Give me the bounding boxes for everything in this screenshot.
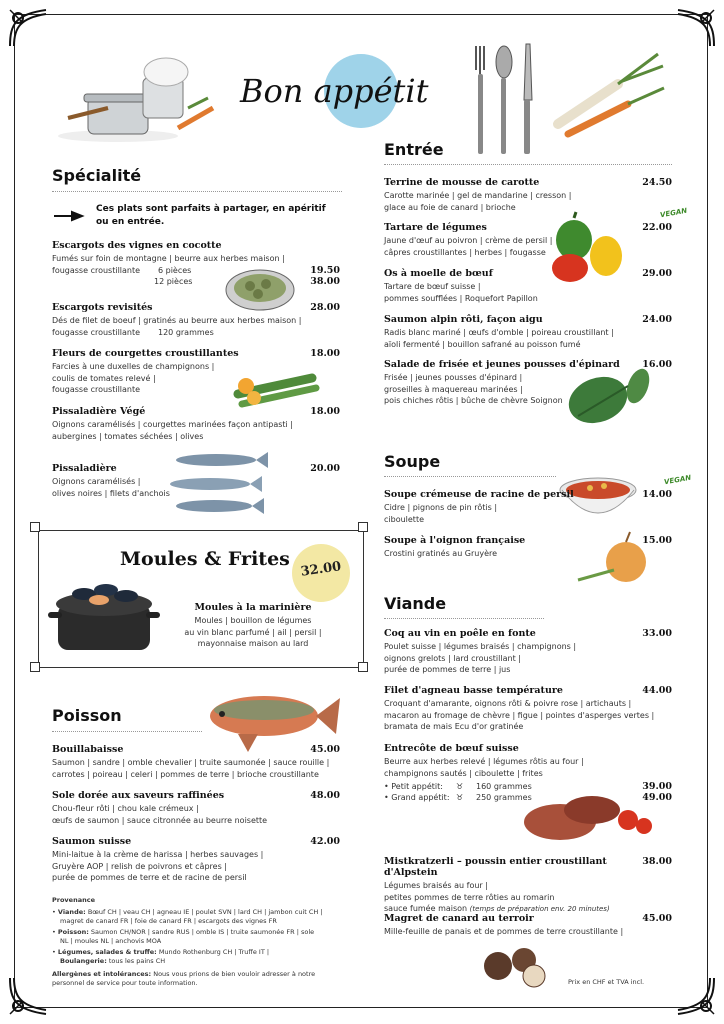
dish-price: 48.00	[310, 790, 340, 801]
dish-saumon-alpin	[384, 314, 644, 350]
dish-name: Soupe crémeuse de racine de persil	[384, 489, 574, 500]
pointing-hand-icon	[52, 207, 86, 219]
dish-saumon-suisse	[52, 836, 322, 884]
option-label: 12 pièces	[154, 277, 193, 286]
dish-name: Coq au vin en poêle en fonte	[384, 628, 536, 639]
dish-name: Tartare de légumes	[384, 222, 487, 233]
dish-price: 38.00	[310, 276, 340, 287]
dish-name: Fleurs de courgettes croustillantes	[52, 348, 239, 359]
dish-desc-line: Oignons caramélisés | courgettes marinées façon antipasti |	[52, 420, 293, 429]
dish-name: Moules à la marinière	[194, 602, 312, 613]
truffles-illustration	[478, 938, 554, 990]
dish-desc-line: carrotes | poireau | celeri | pommes de terre | brioche croustillante	[52, 769, 319, 779]
dish-desc-line: Gruyère AOP | relish de poivrons et câpres |	[52, 861, 227, 871]
section-title-specialite: Spécialité	[52, 166, 142, 185]
provenance-text: Saumon CH/NOR | sandre RUS | omble IS | truite saumonée FR | sole NL | moules NL | anchovis MOA	[60, 928, 315, 945]
dish-desc-line: pommes soufflées | Roquefort Papillon	[384, 293, 538, 303]
dish-bouillabaisse	[52, 744, 342, 780]
dish-price: 49.00	[642, 792, 672, 803]
option-label: • Petit appétit:	[384, 782, 443, 791]
dish-desc-line: Poulet suisse | légumes braisés | champignons |	[384, 642, 577, 651]
dish-name: Pissaladière Végé	[52, 406, 146, 417]
dish-desc-line: purée de pommes de terre | jus	[384, 665, 511, 674]
dish-name: Os à moelle de bœuf	[384, 268, 493, 279]
cow-icon: ♉	[456, 782, 464, 791]
dish-name: Saumon alpin rôti, façon aigu	[384, 314, 543, 325]
moules-price: 32.00	[299, 559, 343, 580]
dish-name: Terrine de mousse de carotte	[384, 177, 540, 188]
footer-price-note: Prix en CHF et TVA incl.	[568, 978, 645, 986]
dish-desc-line: coulis de tomates relevé |	[52, 373, 156, 383]
dish-desc-line: Jaune d'œuf au poivron | crème de persil |	[384, 236, 553, 245]
provenance-text: Bœuf CH | veau CH | agneau IE | poulet SVN | lard CH | jambon cuit CH | magret de canard FR | foie de canard FR | escargots des vignes FR	[60, 908, 323, 925]
dish-desc-line: aïoli fermenté | bouillon safrané au poisson fumé	[384, 339, 581, 349]
dish-desc-line: Mini-laitue à la crème de harissa | herbes sauvages |	[52, 850, 264, 859]
box-corner-decoration	[30, 662, 40, 672]
corner-ornament-top-left	[6, 6, 50, 50]
dish-soupe-oignon	[384, 535, 584, 560]
provenance-label: Viande:	[57, 908, 86, 916]
dish-desc-line: Farcies à une duxelles de champignons |	[52, 362, 215, 371]
mussels-pot-illustration	[44, 570, 164, 660]
dish-desc-line: Fumés sur foin de montagne | beurre aux herbes maison |	[52, 254, 285, 263]
provenance-title: Provenance	[52, 896, 95, 904]
dish-tartare-legumes	[384, 222, 564, 258]
dish-name: Sole dorée aux saveurs raffinées	[52, 790, 225, 801]
box-corner-decoration	[358, 522, 368, 532]
dish-desc-line: Carotte marinée | gel de mandarine | cresson |	[384, 191, 572, 200]
onion-illustration	[574, 530, 652, 588]
dish-price: 45.00	[642, 913, 672, 924]
provenance-item	[52, 957, 324, 966]
dish-name: Saumon suisse	[52, 836, 132, 847]
dish-desc-line: mayonnaise maison au lard	[197, 639, 309, 648]
corner-ornament-bottom-left	[6, 974, 50, 1018]
dish-desc-line: oignons grelots | lard croustillant |	[384, 653, 521, 663]
provenance-item: • Légumes, salades & truffe: Mundo Rothenburg CH | Truffe IT |	[52, 948, 270, 956]
dish-name: Escargots des vignes en cocotte	[52, 240, 222, 251]
dish-price: 24.00	[642, 314, 672, 325]
dish-price: 18.00	[310, 348, 340, 359]
dish-desc-line: Beurre aux herbes relevé | légumes rôtis au four |	[384, 757, 584, 766]
provenance-item: • Poisson: Saumon CH/NOR | sandre RUS | omble IS | truite saumonée FR | sole NL | moules NL | anchovis MOA	[52, 928, 315, 945]
kitchen-utensils-illustration	[48, 48, 218, 148]
dish-price: 14.00	[642, 489, 672, 500]
dish-price: 20.00	[310, 463, 340, 474]
section-title-soupe: Soupe	[384, 452, 441, 471]
section-divider	[52, 191, 342, 192]
root-vegetables-illustration	[548, 44, 668, 144]
dish-terrine-carotte	[384, 177, 644, 213]
dish-name: Escargots revisités	[52, 302, 153, 313]
dish-desc-line: Moules | bouillon de légumes	[194, 616, 312, 625]
dish-price: 16.00	[642, 359, 672, 370]
dish-desc-line: Crostini gratinés au Gruyère	[384, 549, 498, 558]
sardines-illustration	[166, 446, 270, 520]
dish-price: 22.00	[642, 222, 672, 233]
cow-icon: ♉	[456, 793, 464, 802]
page-title: Bon appétit	[240, 72, 429, 110]
option-label: 6 pièces	[158, 265, 192, 275]
dish-price: 38.00	[642, 856, 672, 867]
box-corner-decoration	[358, 662, 368, 672]
dish-filet-agneau	[384, 685, 660, 733]
dish-sole-doree	[52, 790, 322, 826]
allergy-note	[52, 970, 324, 988]
cutlery-illustration	[470, 40, 540, 158]
dish-desc-line: fougasse croustillante	[52, 265, 141, 275]
dish-desc-line: glace au foie de canard | brioche	[384, 202, 516, 212]
option-grams: 160 grammes	[476, 782, 532, 791]
dish-desc-line: bramata de mais Ecu d'or gratinée	[384, 722, 524, 731]
dish-name: Bouillabaisse	[52, 744, 124, 755]
provenance-text: Mundo Rothenburg CH | Truffe IT |	[158, 948, 270, 956]
dish-price: 39.00	[642, 781, 672, 792]
dish-mistkratzerli	[384, 856, 654, 916]
allergy-label: Allergènes et intolérances:	[52, 970, 152, 978]
allergy-text: Nous vous prions de bien vouloir adresser à notre personnel de service pour toute information.	[52, 970, 316, 987]
dish-entrecote	[384, 743, 624, 779]
section-title-entree: Entrée	[384, 140, 444, 159]
dish-price: 18.00	[310, 406, 340, 417]
dish-desc-line: Frisée | jeunes pousses d'épinard |	[384, 373, 523, 382]
dish-coq-au-vin	[384, 628, 624, 676]
corner-ornament-bottom-right	[674, 974, 718, 1018]
dish-name: Mistkratzerli – poussin entier croustillant d'Alpstein	[384, 856, 607, 878]
dish-desc-line: sauce fumée maison	[384, 904, 468, 913]
dish-prep-note: (temps de préparation env. 20 minutes)	[469, 905, 610, 913]
dish-price: 29.00	[642, 268, 672, 279]
dish-desc-line: Légumes braisés au four |	[384, 881, 488, 890]
dish-price: 15.00	[642, 535, 672, 546]
dish-os-moelle	[384, 268, 584, 304]
specialite-note: Ces plats sont parfaits à partager, en apéritif ou en entrée.	[96, 204, 326, 227]
dish-desc-line: Oignons caramélisés |	[52, 477, 141, 486]
steak-illustration	[520, 786, 660, 844]
provenance-label: Légumes, salades & truffe:	[57, 948, 157, 956]
option-label: • Grand appétit:	[384, 793, 450, 802]
dish-magret-canard	[384, 913, 644, 938]
section-title-poisson: Poisson	[52, 706, 122, 725]
dish-desc-line: Saumon | sandre | omble chevalier | truite saumonée | sauce rouille |	[52, 758, 330, 767]
dish-pissaladiere-vege	[52, 406, 312, 442]
spinach-leaves-illustration	[558, 366, 658, 430]
vegan-badge: VEGAN	[663, 473, 692, 487]
provenance-label: Poisson:	[57, 928, 89, 936]
dish-desc-line: fougasse croustillante	[52, 327, 141, 337]
provenance-text: tous les pains CH	[108, 957, 166, 965]
dish-extra: 120 grammes	[158, 327, 214, 337]
zucchini-flower-illustration	[232, 364, 324, 408]
moules-dish	[178, 602, 328, 650]
section-title-viande: Viande	[384, 594, 447, 613]
dish-price: 42.00	[310, 836, 340, 847]
dish-desc-line: Dés de filet de boeuf | gratinés au beurre aux herbes maison |	[52, 316, 302, 325]
dish-desc-line: ciboulette	[384, 514, 425, 524]
dish-desc-line: au vin blanc parfumé | ail | persil |	[184, 627, 322, 637]
dish-price: 44.00	[642, 685, 672, 696]
provenance-item: • Viande: Bœuf CH | veau CH | agneau IE | poulet SVN | lard CH | jambon cuit CH | magret de canard FR | foie de canard FR | escargots des vignes FR	[52, 908, 323, 925]
dish-desc-line: œufs de saumon | sauce citronnée au beurre noisette	[52, 815, 268, 825]
dish-name: Entrecôte de bœuf suisse	[384, 743, 519, 754]
vegan-badge: VEGAN	[659, 206, 688, 220]
dish-price: 24.50	[642, 177, 672, 188]
dish-name: Pissaladière	[52, 463, 117, 474]
section-divider	[384, 476, 556, 477]
dish-desc-line: Croquant d'amarante, oignons rôti & poivre rose | artichauts |	[384, 699, 632, 708]
moules-title: Moules & Frites	[120, 548, 290, 570]
dish-desc-line: fougasse croustillante	[52, 385, 141, 394]
dish-escargots-revisites	[52, 302, 312, 338]
section-divider	[52, 731, 202, 732]
dish-desc-line: Mille-feuille de panais et de pommes de terre croustillante |	[384, 927, 624, 936]
dish-desc-line: olives noires | filets d'anchois	[52, 488, 170, 498]
dish-name: Filet d'agneau basse température	[384, 685, 563, 696]
provenance-section	[52, 896, 324, 988]
dish-soupe-persil	[384, 489, 584, 525]
dish-desc-line: Cidre | pignons de pin rôtis |	[384, 503, 498, 512]
section-divider	[384, 618, 544, 619]
dish-price: 19.50	[310, 265, 340, 276]
dish-desc-line: câpres croustillantes | herbes | fougasse	[384, 247, 546, 257]
dish-desc-line: Radis blanc mariné | œufs d'omble | poireau croustillant |	[384, 328, 614, 337]
dish-name: Soupe à l'oignon française	[384, 535, 526, 546]
dish-name: Magret de canard au terroir	[384, 913, 534, 924]
dish-pissaladiere	[52, 463, 182, 499]
dish-price: 28.00	[310, 302, 340, 313]
dish-desc-line: Chou-fleur rôti | chou kale crémeux |	[52, 804, 199, 813]
option-grams: 250 grammes	[476, 793, 532, 802]
provenance-label: Boulangerie:	[60, 957, 107, 965]
dish-desc-line: aubergines | tomates séchées | olives	[52, 431, 204, 441]
dish-desc-line: pois chiches rôtis | bûche de chèvre Soignon	[384, 396, 563, 405]
dish-desc-line: purée de pommes de terre et de racine de persil	[52, 873, 247, 882]
box-corner-decoration	[30, 522, 40, 532]
dish-desc-line: petites pommes de terre rôties au romarin	[384, 892, 555, 902]
corner-ornament-top-right	[674, 6, 718, 50]
dish-desc-line: macaron au fromage de chèvre | figue | pointes d'asperges vertes |	[384, 710, 655, 720]
dish-price: 45.00	[310, 744, 340, 755]
dish-desc-line: Tartare de bœuf suisse |	[384, 282, 481, 291]
dish-name: Salade de frisée et jeunes pousses d'épinard	[384, 359, 620, 370]
dish-desc-line: champignons sautés | ciboulette | frites	[384, 768, 543, 778]
dish-price: 33.00	[642, 628, 672, 639]
section-divider	[384, 164, 672, 165]
dish-desc-line: groseilles à maquereau marinées |	[384, 384, 523, 394]
